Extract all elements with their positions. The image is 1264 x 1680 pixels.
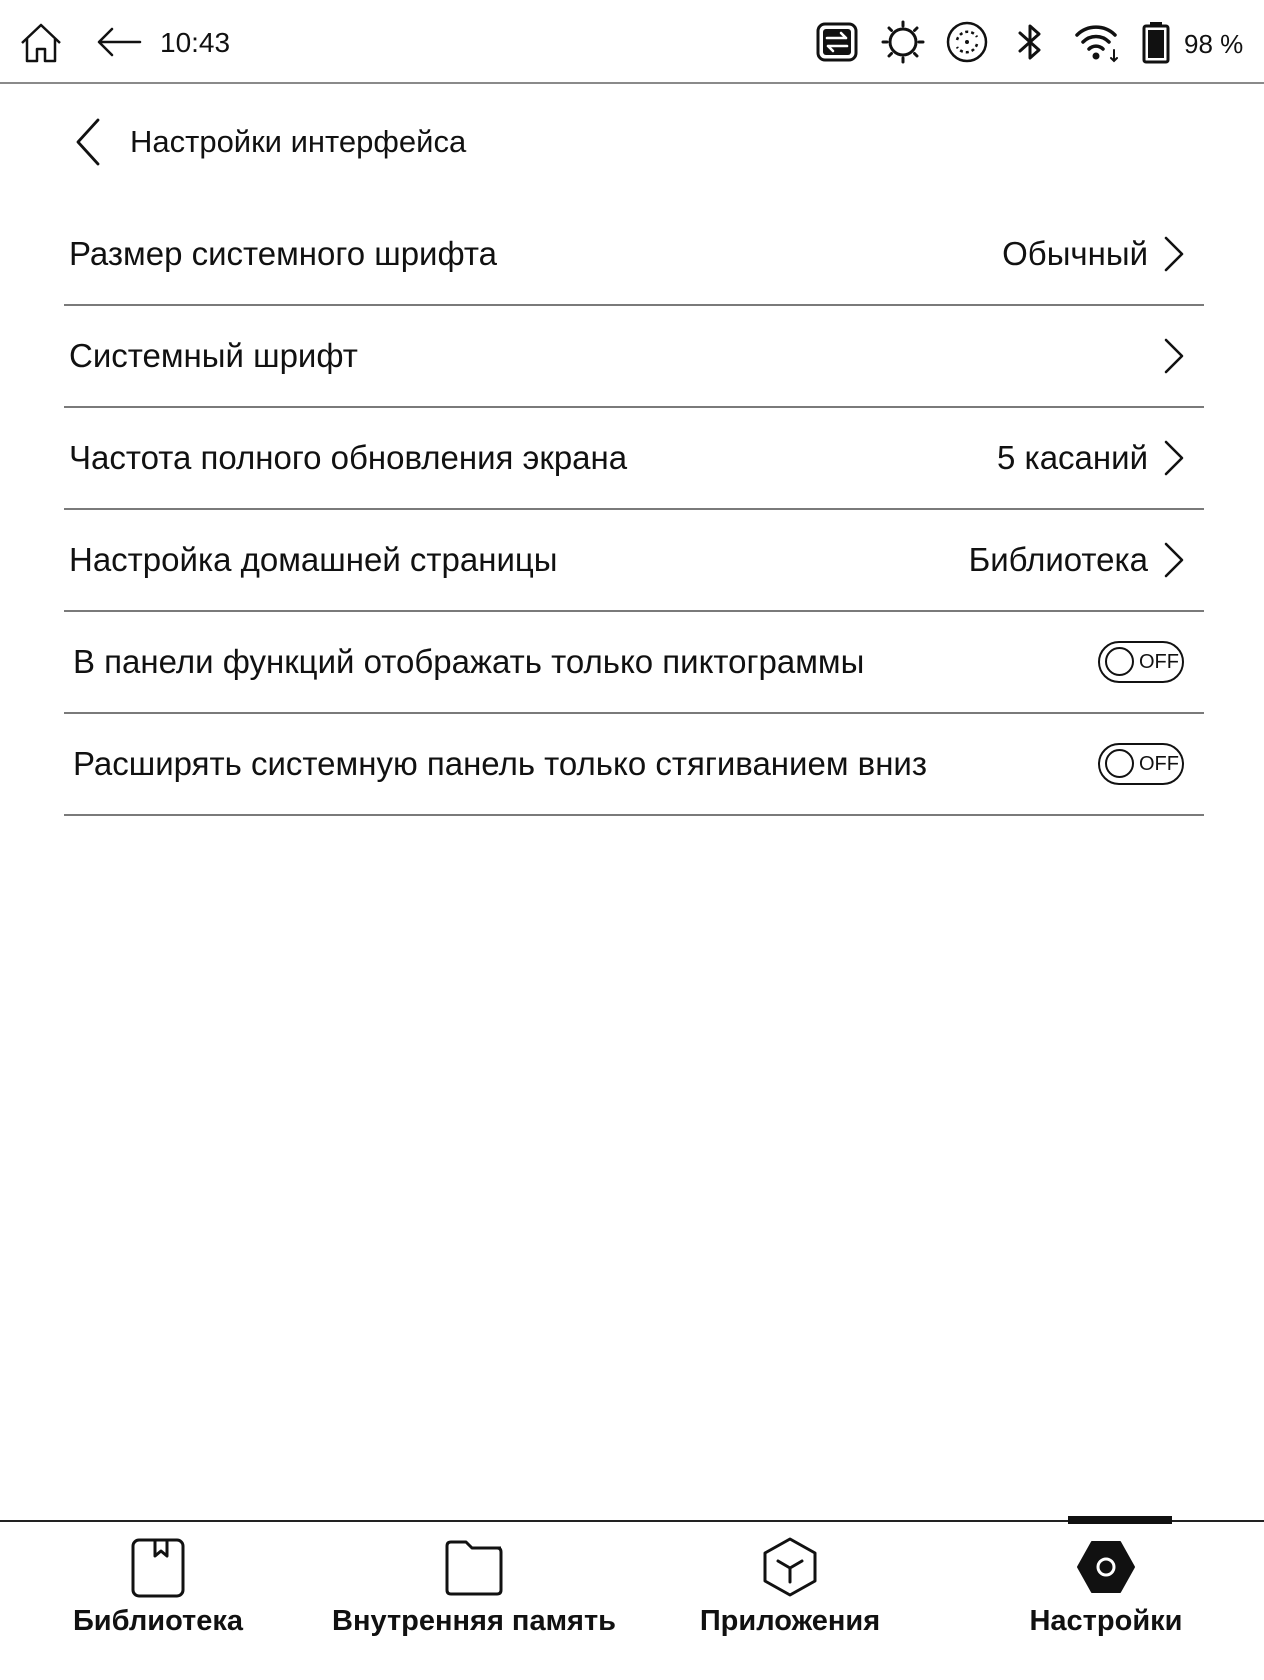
nav-label: Библиотека (72, 1605, 244, 1637)
setting-home-page[interactable] (64, 510, 1204, 612)
bottom-navigation (0, 1520, 1264, 1680)
toggle-switch-swipe-down[interactable] (1098, 743, 1184, 785)
battery-percentage: 98 % (1184, 29, 1244, 59)
wifi-icon[interactable] (1074, 20, 1118, 64)
setting-value: 5 касаний (997, 439, 1148, 476)
nav-label: Настройки (1029, 1605, 1183, 1637)
chevron-right-icon (1162, 438, 1186, 478)
folder-icon (444, 1536, 504, 1598)
toggle-state-text: OFF (1139, 753, 1179, 775)
setting-expand-panel-swipe-down (64, 714, 1204, 816)
clock-time: 10:43 (160, 27, 231, 58)
toggle-knob (1105, 749, 1134, 778)
nav-internal-storage[interactable] (316, 1522, 632, 1680)
toggle-state-text: OFF (1139, 651, 1179, 673)
chevron-right-icon (1162, 540, 1186, 580)
nav-label: Внутренняя память (332, 1605, 616, 1637)
setting-label: Частота полного обновления экрана (69, 439, 628, 476)
settings-hexagon-icon (1076, 1536, 1136, 1598)
library-book-icon (128, 1536, 188, 1598)
nav-library[interactable] (0, 1522, 316, 1680)
setting-system-font[interactable] (64, 306, 1204, 408)
setting-label: Настройка домашней страницы (69, 541, 558, 578)
nav-applications[interactable] (632, 1522, 948, 1680)
setting-label: Системный шрифт (69, 337, 358, 374)
status-bar (0, 0, 1264, 84)
chevron-right-icon (1162, 234, 1186, 274)
setting-label: Размер системного шрифта (69, 235, 498, 272)
toggle-switch-icons-only[interactable] (1098, 641, 1184, 683)
setting-system-font-size[interactable] (64, 204, 1204, 306)
nav-label: Приложения (699, 1605, 881, 1637)
setting-value: Обычный (1002, 235, 1148, 272)
back-chevron-icon[interactable] (70, 117, 110, 167)
back-arrow-icon[interactable] (96, 24, 142, 60)
setting-label: Расширять системную панель только стягиванием вниз (73, 745, 927, 782)
toggle-knob (1105, 647, 1134, 676)
refresh-icon[interactable] (945, 20, 989, 64)
setting-value: Библиотека (968, 541, 1148, 578)
setting-icons-only-toolbar (64, 612, 1204, 714)
page-title: Настройки интерфейса (130, 124, 467, 159)
sync-icon[interactable] (815, 20, 859, 64)
setting-full-refresh-frequency[interactable] (64, 408, 1204, 510)
settings-list (64, 204, 1204, 816)
apps-cube-icon (760, 1536, 820, 1598)
battery-icon (1138, 20, 1174, 64)
setting-label: В панели функций отображать только пиктограммы (73, 643, 865, 680)
home-icon[interactable] (18, 20, 64, 66)
brightness-icon[interactable] (881, 20, 925, 64)
bluetooth-icon[interactable] (1008, 20, 1052, 64)
nav-settings[interactable] (948, 1522, 1264, 1680)
chevron-right-icon (1162, 336, 1186, 376)
